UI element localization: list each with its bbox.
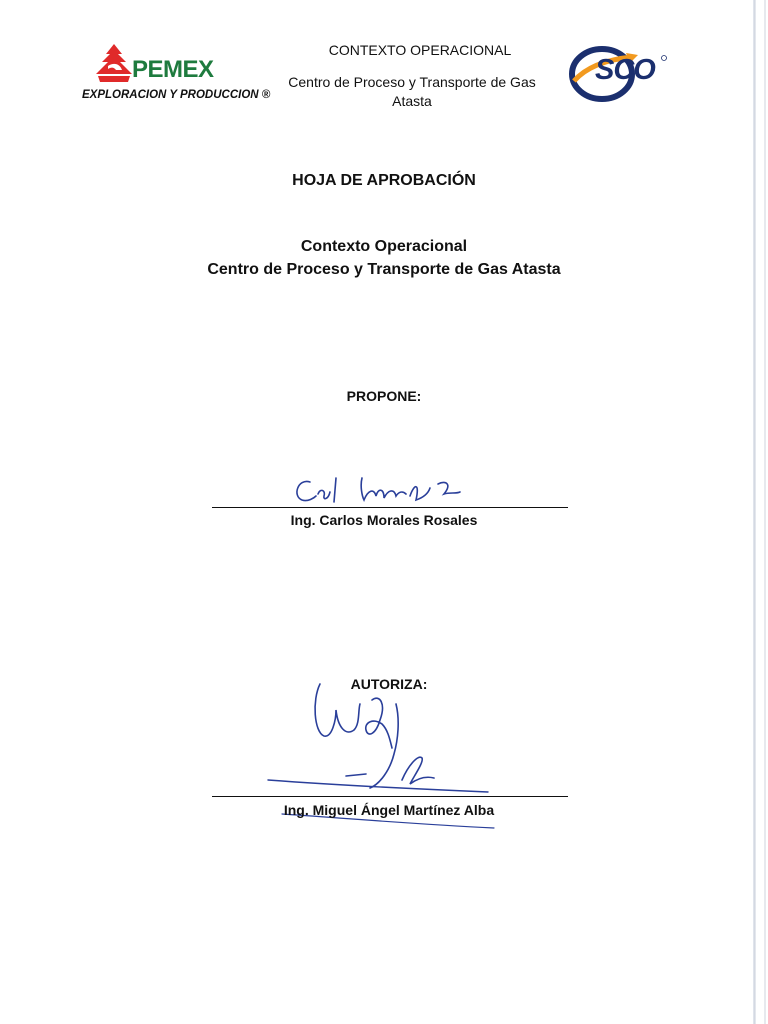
- document-name-line1: Contexto Operacional: [300, 238, 468, 255]
- pemex-logo: [82, 42, 271, 110]
- propone-signature-line: [212, 507, 568, 508]
- header-subtitle-line2: Atasta: [392, 93, 432, 109]
- propone-label: PROPONE:: [346, 388, 422, 404]
- scan-edge: [753, 0, 756, 1024]
- pemex-wordmark: PEMEX: [132, 56, 214, 83]
- propone-name: Ing. Carlos Morales Rosales: [290, 512, 478, 528]
- scan-edge-outer: [764, 0, 766, 1024]
- autoriza-signature-line: [212, 796, 568, 797]
- osco-wordmark: SCO: [595, 54, 655, 86]
- pemex-tagline: EXPLORACION Y PRODUCCION ®: [82, 89, 271, 101]
- header-subtitle: [262, 73, 562, 111]
- osco-logo: [568, 45, 668, 103]
- header-title: CONTEXTO OPERACIONAL: [328, 42, 512, 58]
- propone-signature: [288, 470, 468, 510]
- header-subtitle-line1: Centro de Proceso y Transporte de Gas: [288, 74, 536, 90]
- autoriza-label: AUTORIZA:: [350, 676, 428, 692]
- document-name-line2: Centro de Proceso y Transporte de Gas Atasta: [207, 261, 561, 278]
- autoriza-name: Ing. Miguel Ángel Martínez Alba: [283, 802, 495, 818]
- approval-title: HOJA DE APROBACIÓN: [292, 172, 476, 189]
